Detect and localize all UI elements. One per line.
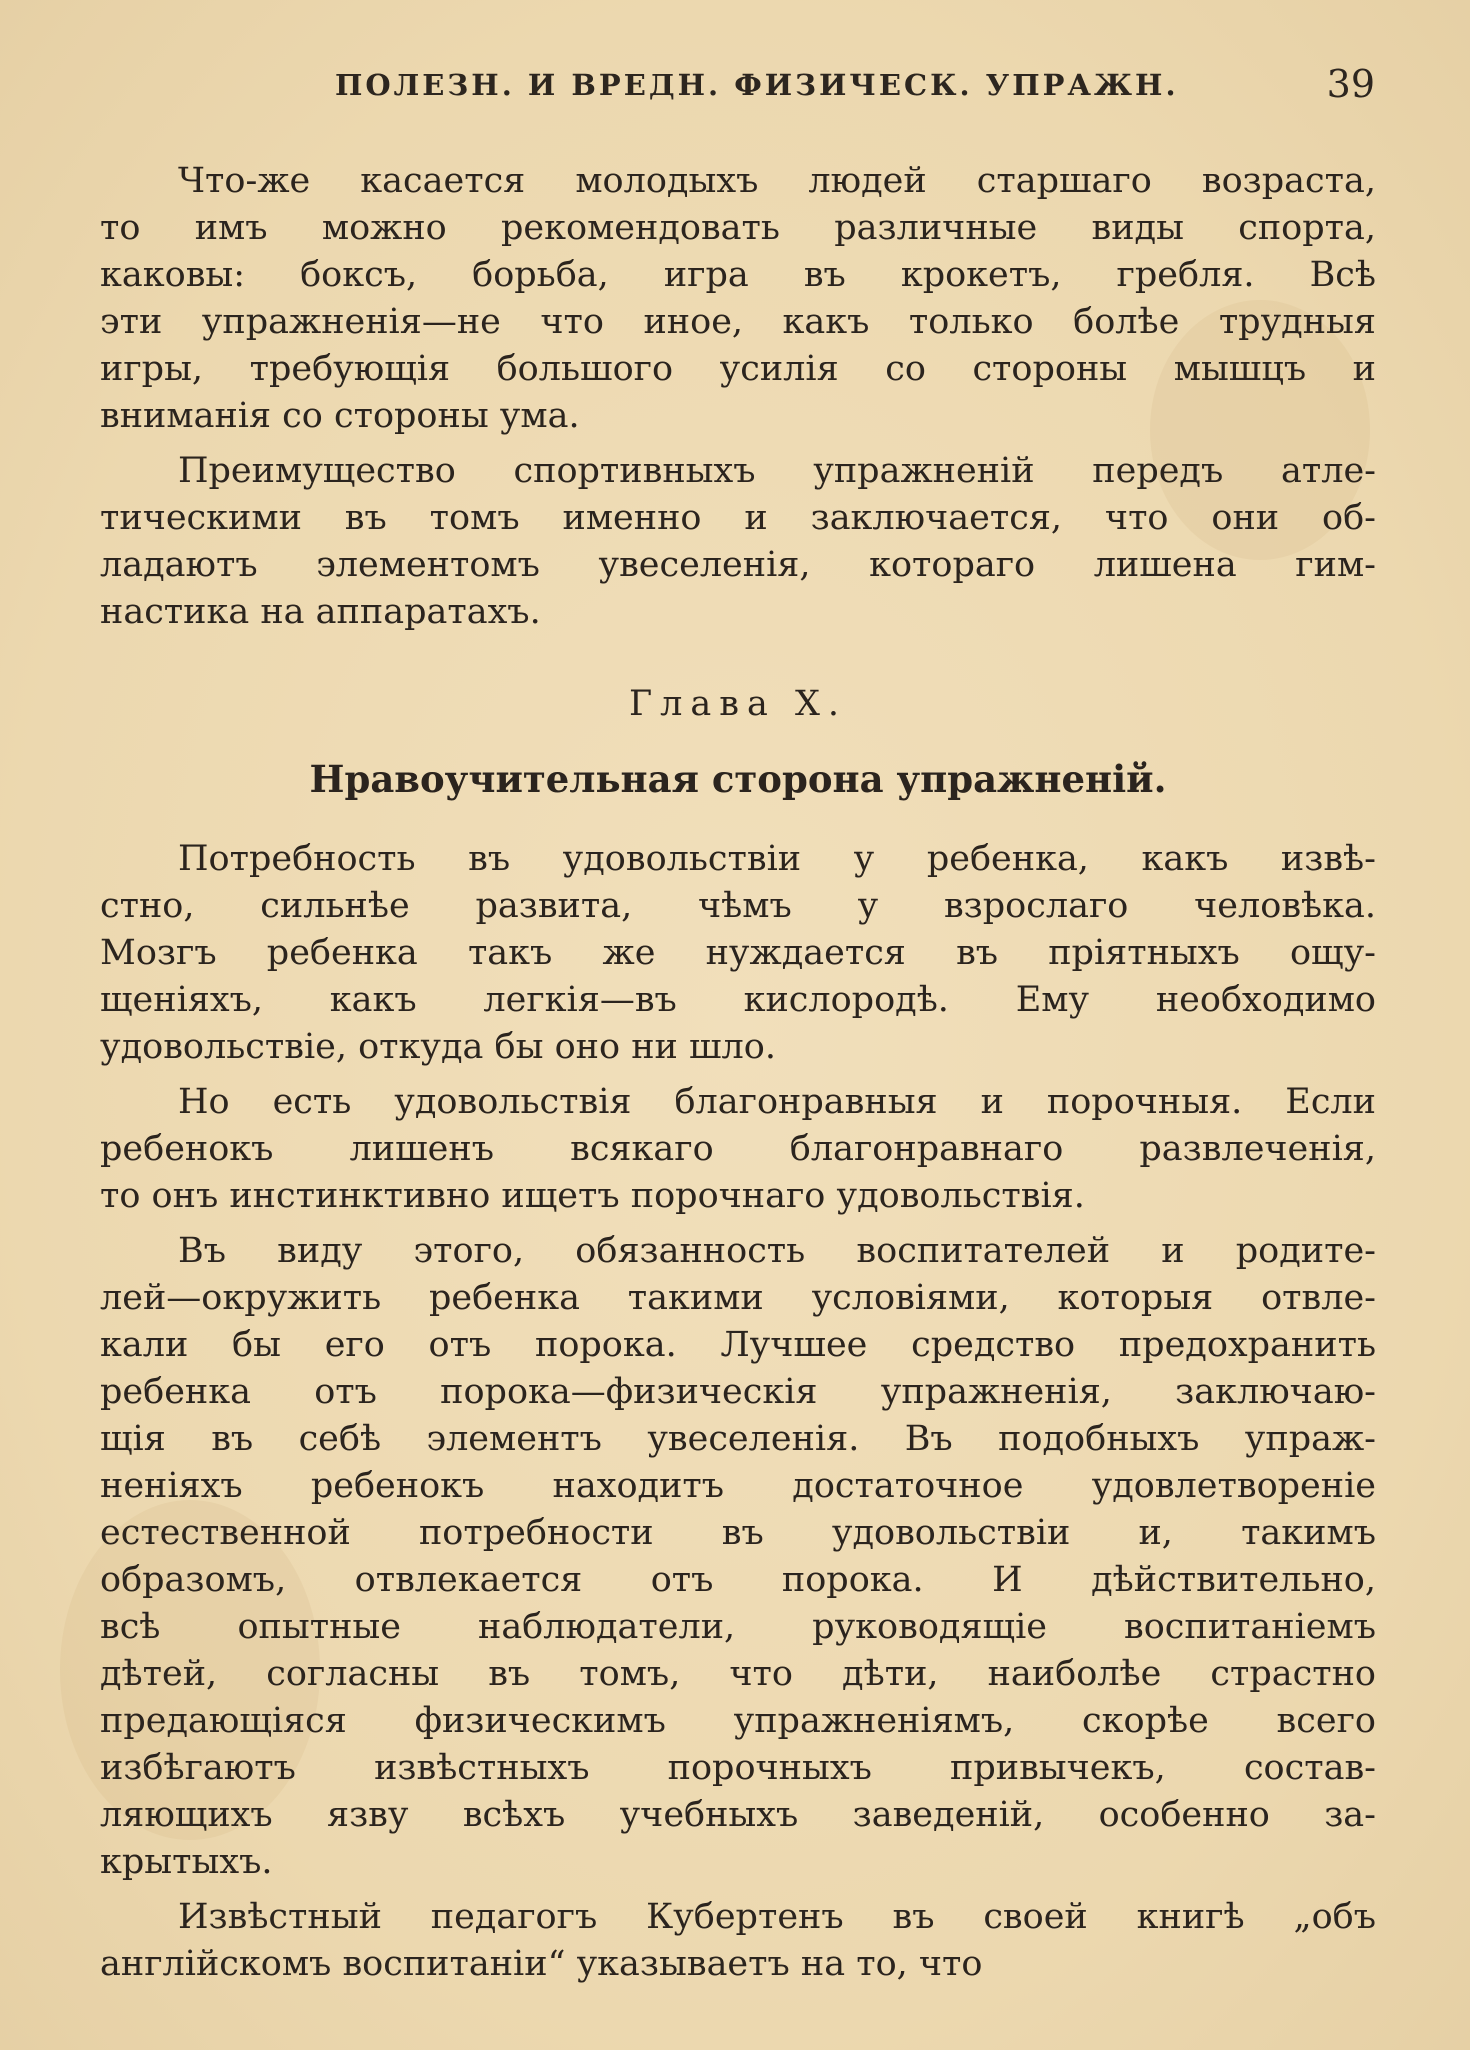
text-line: кали бы его отъ порока. Лучшее средство предохранить bbox=[100, 1325, 1376, 1365]
paragraph bbox=[100, 448, 1376, 636]
text-line: англійскомъ воспитаніи“ указываетъ на то, что bbox=[100, 1944, 983, 1984]
text-line: щія въ себѣ элементъ увеселенія. Въ подобныхъ упраж- bbox=[100, 1419, 1376, 1459]
text-line: стно, сильнѣе развита, чѣмъ у взрослаго человѣка. bbox=[100, 886, 1376, 926]
paragraph bbox=[100, 158, 1376, 440]
paragraph bbox=[100, 1228, 1376, 1886]
text-line: неніяхъ ребенокъ находитъ достаточное удовлетвореніе bbox=[100, 1466, 1376, 1506]
page-body bbox=[100, 158, 1376, 1996]
paragraph bbox=[100, 836, 1376, 1071]
text-line: Но есть удовольствія благонравныя и порочныя. Если bbox=[178, 1082, 1376, 1122]
paragraph bbox=[100, 1894, 1376, 1988]
text-line: ладаютъ элементомъ увеселенія, котораго лишена гим- bbox=[100, 545, 1376, 585]
chapter-title: Нравоучительная сторона упражненій. bbox=[309, 757, 1167, 801]
text-block-before-chapter bbox=[100, 158, 1376, 636]
text-line: Въ виду этого, обязанность воспитателей и родите- bbox=[178, 1231, 1376, 1271]
text-line: Извѣстный педагогъ Кубертенъ въ своей книгѣ „объ bbox=[178, 1897, 1376, 1937]
text-line: эти упражненія—не что иное, какъ только болѣе трудныя bbox=[100, 302, 1376, 342]
text-line: естественной потребности въ удовольствіи и, такимъ bbox=[100, 1513, 1376, 1553]
text-line: то онъ инстинктивно ищетъ порочнаго удовольствія. bbox=[100, 1176, 1085, 1216]
text-block-after-chapter bbox=[100, 836, 1376, 1988]
running-head: ПОЛЕЗН. И ВРЕДН. ФИЗИЧЕСК. УПРАЖН. bbox=[335, 68, 1179, 102]
text-line: ребенокъ лишенъ всякаго благонравнаго развлеченія, bbox=[100, 1129, 1376, 1169]
text-line: Преимущество спортивныхъ упражненій передъ атле- bbox=[178, 451, 1376, 491]
text-line: ребенка отъ порока—физическія упражненія, заключаю- bbox=[100, 1372, 1376, 1412]
text-line: Что-же касается молодыхъ людей старшаго возраста, bbox=[178, 161, 1376, 201]
text-line: тическими въ томъ именно и заключается, что они об- bbox=[100, 498, 1376, 538]
text-line: настика на аппаратахъ. bbox=[100, 592, 541, 632]
text-line: каковы: боксъ, борьба, игра въ крокетъ, гребля. Всѣ bbox=[100, 255, 1376, 295]
text-line: щеніяхъ, какъ легкія—въ кислородѣ. Ему необходимо bbox=[100, 980, 1376, 1020]
text-line: всѣ опытные наблюдатели, руководящіе воспитаніемъ bbox=[100, 1607, 1376, 1647]
text-line: вниманія со стороны ума. bbox=[100, 396, 580, 436]
text-line: лей—окружить ребенка такими условіями, которыя отвле- bbox=[100, 1278, 1376, 1318]
page-header bbox=[335, 62, 1375, 118]
text-line: удовольствіе, откуда бы оно ни шло. bbox=[100, 1027, 776, 1067]
text-line: избѣгаютъ извѣстныхъ порочныхъ привычекъ, состав- bbox=[100, 1748, 1376, 1788]
text-line: игры, требующія большого усилія со стороны мышцъ и bbox=[100, 349, 1376, 389]
text-line: ляющихъ язву всѣхъ учебныхъ заведеній, особенно за- bbox=[100, 1795, 1376, 1835]
chapter-label: Глава X. bbox=[628, 684, 847, 724]
text-line: дѣтей, согласны въ томъ, что дѣти, наиболѣе страстно bbox=[100, 1654, 1376, 1694]
text-line: Мозгъ ребенка такъ же нуждается въ пріятныхъ ощу- bbox=[100, 933, 1376, 973]
text-line: Потребность въ удовольствіи у ребенка, какъ извѣ- bbox=[178, 839, 1376, 879]
text-line: образомъ, отвлекается отъ порока. И дѣйствительно, bbox=[100, 1560, 1376, 1600]
text-line: предающіяся физическимъ упражненіямъ, скорѣе всего bbox=[100, 1701, 1376, 1741]
text-line: крытыхъ. bbox=[100, 1842, 273, 1882]
page-number: 39 bbox=[1326, 62, 1375, 106]
paragraph bbox=[100, 1079, 1376, 1220]
text-line: то имъ можно рекомендовать различные виды спорта, bbox=[100, 208, 1376, 248]
